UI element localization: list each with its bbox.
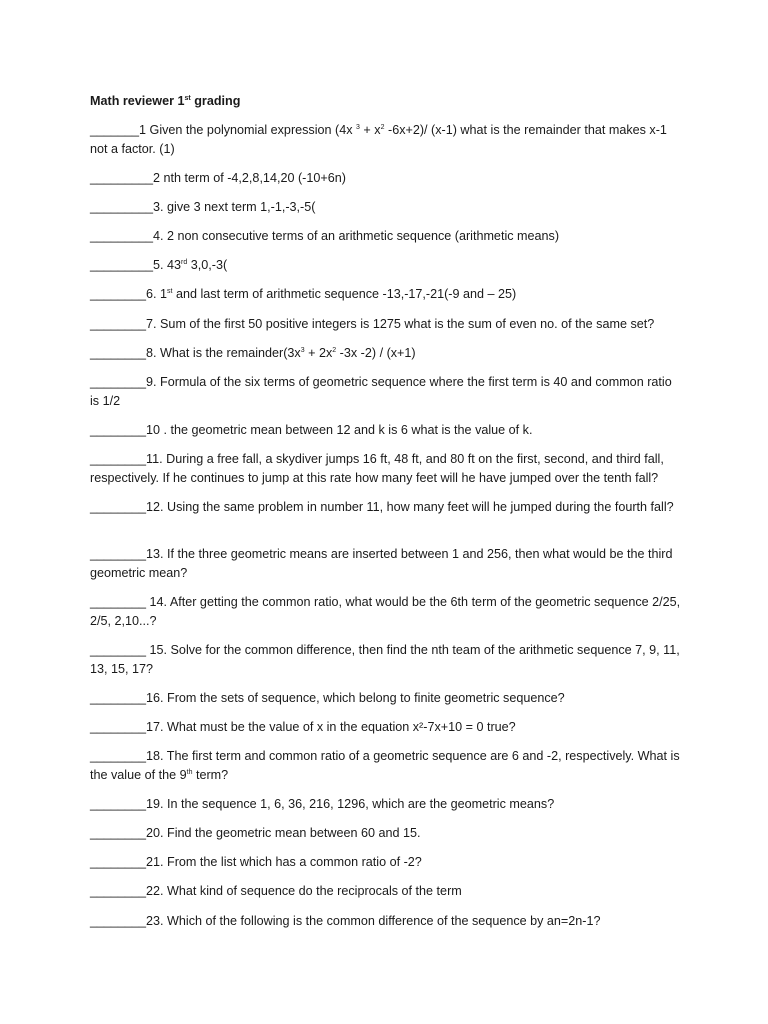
text-run: _______1 Given the polynomial expression (4x (90, 123, 357, 137)
question-item (90, 912, 682, 931)
title-suffix: grading (190, 94, 241, 108)
text-run: ________11. During a free fall, a skydiver jumps 16 ft, 48 ft, and 80 ft on the first, second, and third fall, respectively. If he continues to jump at this rate how many feet will he have jumped over the tenth fall? (90, 452, 664, 485)
text-run: ________16. From the sets of sequence, which belong to finite geometric sequence? (90, 691, 565, 705)
question-item (90, 689, 682, 708)
question-text (90, 450, 682, 488)
text-run: ________10 . the geometric mean between 12 and k is 6 what is the value of k. (90, 423, 533, 437)
text-run: + x (359, 123, 381, 137)
question-text (90, 882, 682, 901)
superscript: 3 (300, 347, 305, 354)
question-text (90, 373, 682, 411)
text-run: _________5. 43 (90, 258, 182, 272)
text-run: _________2 nth term of -4,2,8,14,20 (-10+6n) (90, 171, 346, 185)
question-text (90, 421, 682, 440)
text-run: -6x+2)/ (x-1) what is the remainder that makes x-1 not a factor. (1) (90, 123, 667, 156)
question-text (90, 593, 682, 631)
text-run: ________13. If the three geometric means are inserted between 1 and 256, then what would be the third geometric mean? (90, 547, 673, 580)
text-run: _________3. give 3 next term 1,-1,-3,-5( (90, 200, 316, 214)
text-run: _________4. 2 non consecutive terms of an arithmetic sequence (arithmetic means) (90, 229, 560, 243)
question-item (90, 545, 682, 583)
text-run: ________6. 1 (90, 287, 168, 301)
superscript: st (167, 288, 173, 295)
text-run: ________8. What is the remainder(3x (90, 346, 301, 360)
superscript: 2 (380, 124, 385, 131)
text-run: ________ 15. Solve for the common difference, then find the nth team of the arithmetic sequence 7, 9, 11, 13, 15, 17? (90, 643, 680, 676)
question-item (90, 882, 682, 901)
question-item (90, 824, 682, 843)
superscript: rd (181, 259, 188, 266)
question-item (90, 421, 682, 440)
question-text (90, 121, 682, 159)
question-text (90, 912, 682, 931)
question-text (90, 344, 682, 363)
text-run: ________21. From the list which has a common ratio of -2? (90, 855, 422, 869)
question-item (90, 795, 682, 814)
question-item (90, 747, 682, 785)
question-item (90, 315, 682, 334)
text-run: 3,0,-3( (187, 258, 228, 272)
question-text (90, 315, 682, 334)
text-run: and last term of arithmetic sequence -13,-17,-21(-9 and – 25) (172, 287, 517, 301)
question-item (90, 718, 682, 737)
question-text (90, 498, 682, 517)
text-run: ________23. Which of the following is the common difference of the sequence by an=2n-1? (90, 914, 601, 928)
text-run: ________19. In the sequence 1, 6, 36, 216, 1296, which are the geometric means? (90, 797, 555, 811)
question-item (90, 285, 682, 304)
question-text (90, 824, 682, 843)
superscript: 3 (356, 124, 360, 131)
text-run: -3x -2) / (x+1) (336, 346, 416, 360)
question-item (90, 121, 682, 159)
question-item (90, 853, 682, 872)
question-item (90, 641, 682, 679)
question-item (90, 373, 682, 411)
text-run: ________17. What must be the value of x in the equation x²-7x+10 = 0 true? (90, 720, 516, 734)
question-text (90, 853, 682, 872)
question-text (90, 641, 682, 679)
question-text (90, 256, 682, 275)
question-item (90, 450, 682, 488)
question-text (90, 689, 682, 708)
title-superscript: st (184, 95, 191, 102)
question-text (90, 169, 682, 188)
question-text (90, 747, 682, 785)
question-item (90, 227, 682, 246)
text-run: ________20. Find the geometric mean between 60 and 15. (90, 826, 421, 840)
question-text (90, 285, 682, 304)
question-item (90, 498, 682, 517)
question-item (90, 593, 682, 631)
text-run: + 2x (304, 346, 333, 360)
question-text (90, 227, 682, 246)
question-item (90, 256, 682, 275)
question-text (90, 545, 682, 583)
question-text (90, 198, 682, 217)
question-item (90, 344, 682, 363)
question-text (90, 718, 682, 737)
superscript: th (186, 769, 193, 776)
question-item (90, 198, 682, 217)
title-text: Math reviewer 1 (90, 94, 185, 108)
question-item (90, 169, 682, 188)
question-text (90, 795, 682, 814)
text-run: ________18. The first term and common ratio of a geometric sequence are 6 and -2, respectively. What is the value of the 9 (90, 749, 680, 782)
text-run: ________7. Sum of the first 50 positive integers is 1275 what is the sum of even no. of the same set? (90, 317, 655, 331)
text-run: ________9. Formula of the six terms of geometric sequence where the first term is 40 and common ratio is 1/2 (90, 375, 672, 408)
superscript: 2 (332, 347, 337, 354)
text-run: term? (192, 768, 229, 782)
text-run: ________22. What kind of sequence do the reciprocals of the term (90, 884, 462, 898)
text-run: ________ 14. After getting the common ratio, what would be the 6th term of the geometric sequence 2/25, 2/5, 2,10...? (90, 595, 681, 628)
document-title (90, 92, 240, 111)
text-run: ________12. Using the same problem in number 11, how many feet will he jumped during the fourth fall? (90, 500, 674, 514)
